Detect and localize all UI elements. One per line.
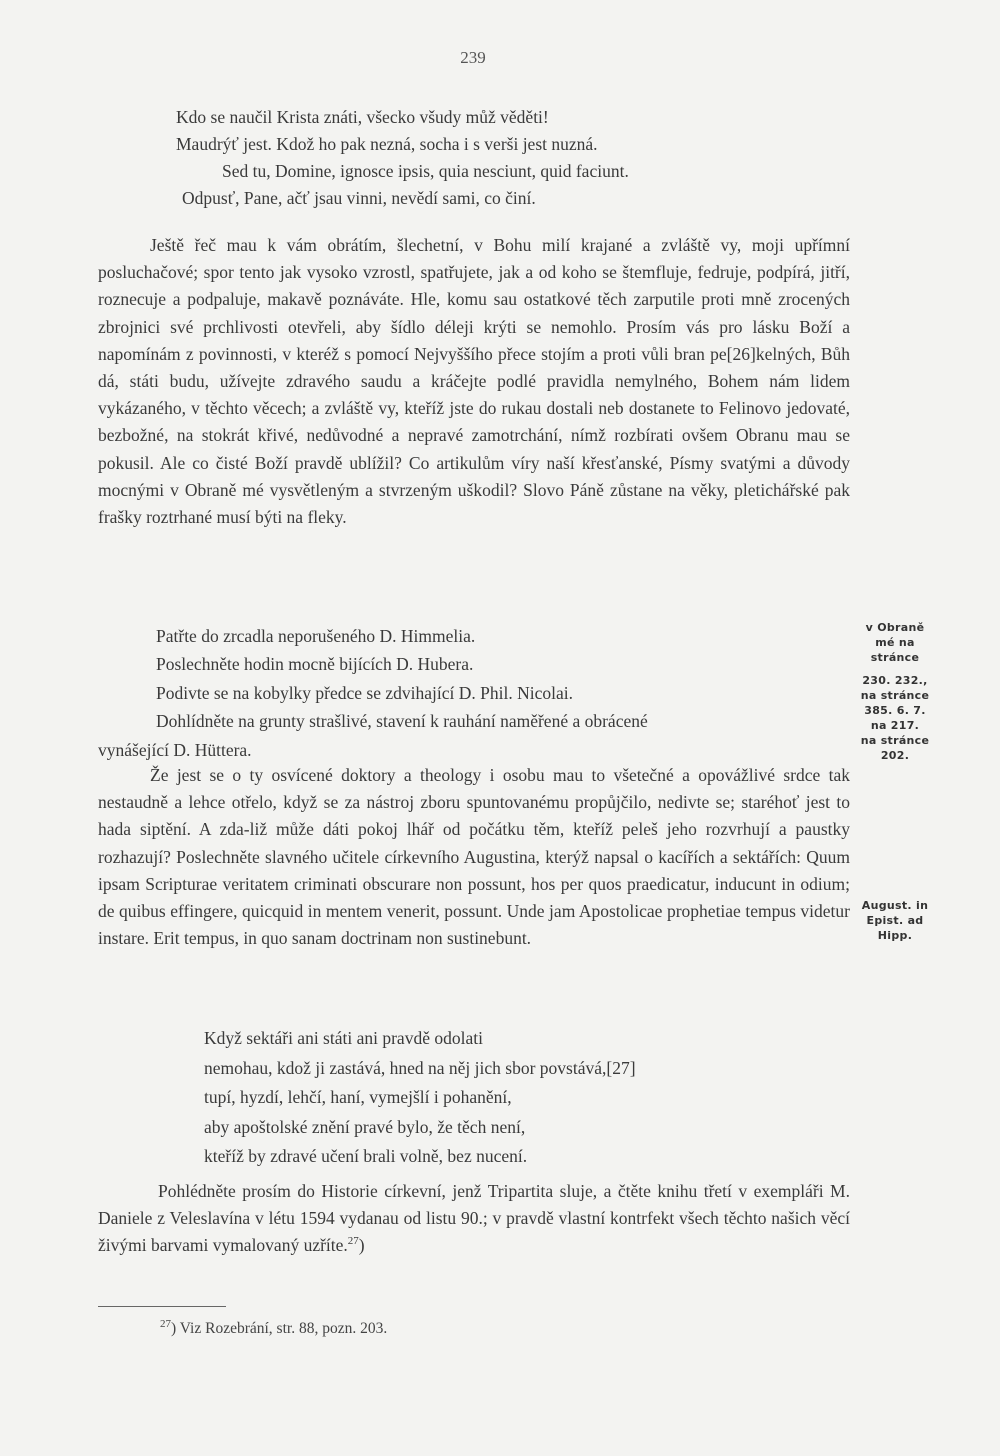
verse-line: Odpusť, Pane, ačť jsau vinni, nevědí sami, co činí. (182, 188, 536, 208)
paragraph-text (98, 1178, 850, 1260)
margin-note-line: v Obraně (865, 621, 925, 634)
verse-line: Kdo se naučil Krista znáti, všecko všudy můž věděti! (176, 107, 549, 127)
paragraph-text: Že jest se o ty osvícené doktory a theology i osobu mau to všetečné a opovážlivé srdce tak nestaudně a lehce otřelo, když se za nástroj zboru spuntovanému propůjčilo, nedivte se; staréhoť jest to hada siptění. A zda-liž může dáti pokoj lhář od počátku těm, kteříž peleš jeho rozvrhují a paustky rozhazují? Poslechněte slavného učitele církevního Augustina, kterýž napsal o kacířích a sektářích: Quum ipsam Scripturae veritatem criminati obscurare non possunt, hos per quos praedicatur, inducunt in odium; de quibus effingere, quicquid in mentem venerit, possunt. Unde jam Apostolicae prophetiae tempus videtur instare. Erit tempus, in quo sanam doctrinam non sustinebunt. (98, 765, 850, 949)
verse-line: tupí, hyzdí, lehčí, haní, vymejšlí i pohanění, (204, 1087, 512, 1107)
margin-note-line: na 217. (870, 719, 920, 732)
list-line: Patřte do zrcadla neporušeného D. Himmelia. (156, 626, 476, 646)
verse-line: Maudrýť jest. Kdož ho pak nezná, socha i s verši jest nuzná. (176, 134, 598, 154)
margin-note-obrana (848, 620, 942, 763)
verse-line: Sed tu, Domine, ignosce ipsis, quia nesciunt, quid faciunt. (222, 161, 629, 181)
verse-middle (204, 1024, 844, 1172)
margin-note-line: stránce (870, 651, 920, 664)
reference-list (98, 622, 850, 764)
margin-note-line: mé na (875, 636, 915, 649)
footnote-paren: ) (171, 1320, 177, 1337)
paragraph-2 (98, 762, 850, 952)
margin-note-line: 385. 6. 7. (864, 704, 926, 717)
footnote-divider (98, 1306, 226, 1307)
paragraph-1 (98, 232, 850, 531)
margin-note-line: Epist. ad (866, 914, 924, 927)
footnote (160, 1317, 388, 1338)
margin-note-line: 230. 232., (862, 674, 928, 687)
margin-note-line: na stránce (860, 734, 930, 747)
paragraph-text: Ještě řeč mau k vám obrátím, šlechetní, v Bohu milí krajané a zvláště vy, moji upřímní posluchačové; spor tento jak vysoko vzrostl, spatřujete, jak a od koho se štemfluje, fedruje, podpírá, jitří, roznecuje a podpaluje, makavě poznáváte. Hle, komu sau ostatkové těch zarputile proti mně zrocených zbrojnici své prchlivosti otevřeli, aby šídlo déleji krýti se nemohlo. Prosím vás pro lásku Boží a napomínám z povinnosti, v kteréž s pomocí Nejvyššího přece stojím a proti vůli bran pe[26]kelných, Bůh dá, státi budu, užívejte zdravého saudu a kráčejte podlé pravidla nemylného, Bohem nám lidem vykázaného, v těchto věcech; a zvláště vy, kteříž jste do rukau dostali neb dostanete to Felinovo jedovaté, bezbožné, na stokrát křivé, nedůvodné a nepravé zamotrchání, nímž rozbírati ovšem Obranu mau se pokusil. Ale co čisté Boží pravdě ublížil? Co artikulům víry naší křesťanské, Písmy svatými a důvody mocnými v Obraně mé vysvětleným a stvrzeným uškodil? Slovo Páně zůstane na věky, pletichářské pak frašky roztrhané musí býti na fleky. (98, 235, 850, 528)
margin-note-line: 202. (880, 749, 910, 762)
list-line-continuation: vynášející D. Hüttera. (98, 739, 252, 760)
paragraph-text-body: Pohlédněte prosím do Historie církevní, jenž Tripartita sluje, a čtěte knihu třetí v exempláři M. Daniele z Veleslavína v létu 1594 vydanau od listu 90.; v pravdě vlastní kontrfekt všech těchto našich věcí živými barvami vymalovaný uzříte. (98, 1181, 850, 1256)
verse-line: nemohau, kdož ji zastává, hned na něj jich sbor povstává,[27] (204, 1057, 636, 1078)
verse-line: Když sektáři ani státi ani pravdě odolati (204, 1028, 483, 1048)
list-line: Podivte se na kobylky předce se zdvihající D. Phil. Nicolai. (156, 682, 573, 703)
paragraph-3 (98, 1178, 850, 1260)
footnote-reference: 27 (347, 1235, 359, 1248)
footnote-number: 27 (160, 1317, 171, 1330)
footnote-reference-paren: ) (358, 1235, 365, 1256)
footnote-text: Viz Rozebrání, str. 88, pozn. 203. (179, 1320, 388, 1337)
margin-note-line: na stránce (860, 689, 930, 702)
margin-note-augustin (848, 898, 942, 943)
margin-note-line: Hipp. (877, 929, 913, 942)
list-line: Poslechněte hodin mocně bijících D. Hubera. (156, 654, 474, 675)
margin-note-line: August. in (861, 899, 929, 912)
page-number: 239 (460, 48, 486, 67)
verse-top (176, 104, 836, 212)
list-line: Dohlídněte na grunty strašlivé, stavení k rauhání naměřené a obrácené (156, 711, 648, 732)
verse-line: kteříž by zdravé učení brali volně, bez nucení. (204, 1146, 528, 1166)
verse-line: aby apoštolské znění pravé bylo, že těch není, (204, 1116, 526, 1137)
